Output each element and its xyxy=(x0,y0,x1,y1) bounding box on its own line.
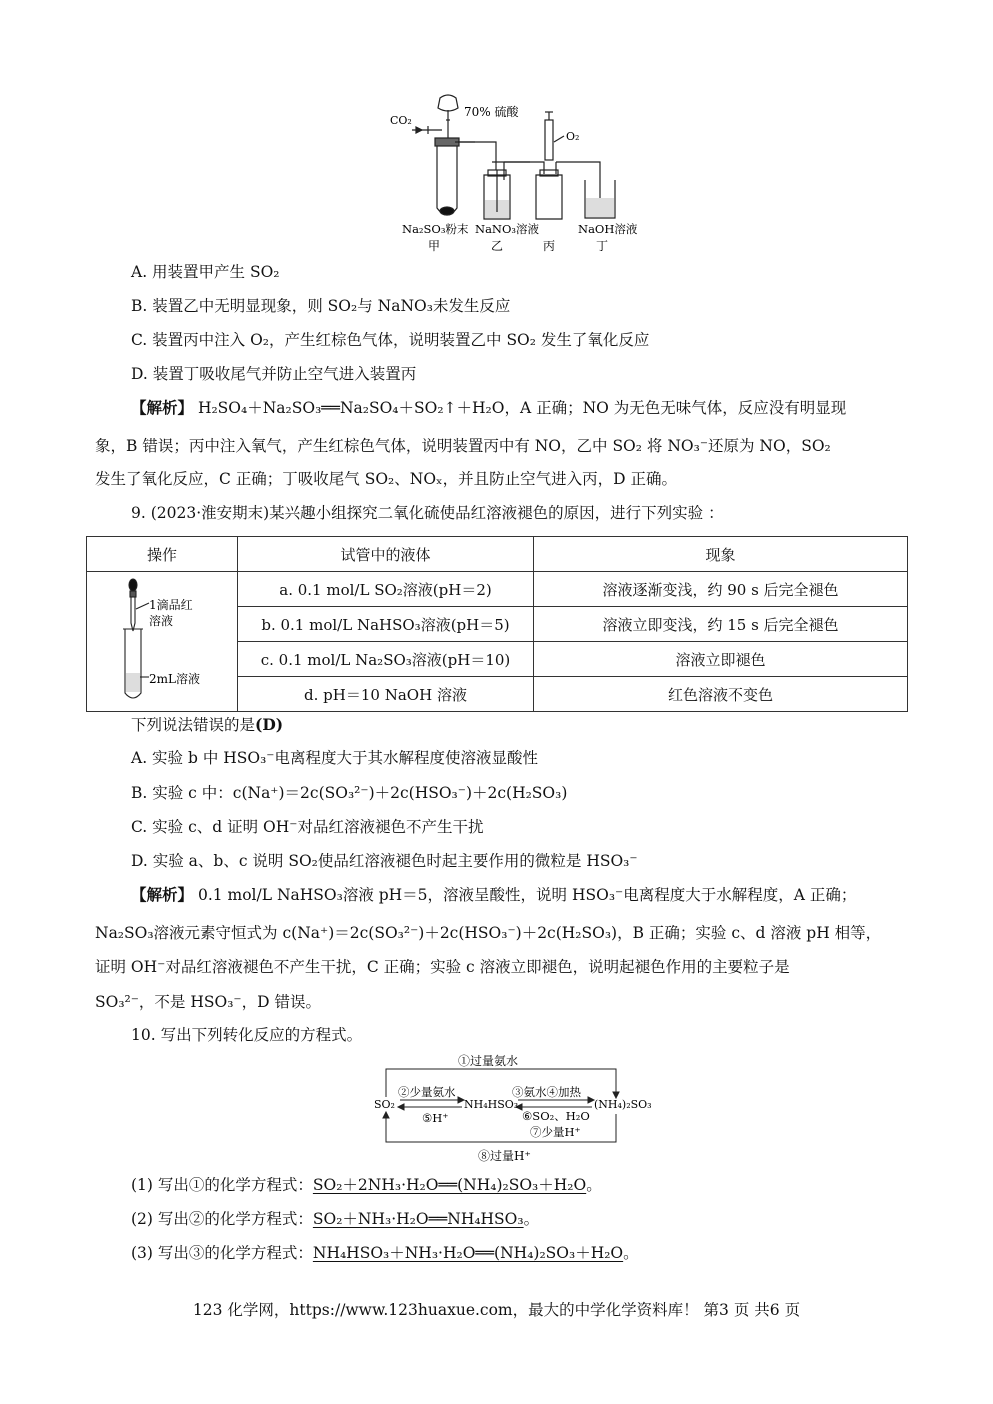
apparatus-figure xyxy=(380,90,650,255)
diagram-arrow-34: ③氨水④加热 xyxy=(512,1085,581,1099)
q10-stem: 10. 写出下列转化反应的方程式。 xyxy=(131,1026,363,1044)
q9-analysis-line-4: SO₃²⁻，不是 HSO₃⁻，D 错误。 xyxy=(95,993,321,1011)
q8-option-b: B. 装置乙中无明显现象，则 SO₂与 NaNO₃未发生反应 xyxy=(131,297,511,315)
q8-analysis-tag: 【解析】 xyxy=(131,398,194,417)
liquid-cell-d: d. pH＝10 NaOH 溶液 xyxy=(238,677,534,712)
q9-option-a: A. 实验 b 中 HSO₃⁻电离程度大于其水解程度使溶液显酸性 xyxy=(131,749,538,767)
q9-option-d: D. 实验 a、b、c 说明 SO₂使品红溶液褪色时起主要作用的微粒是 HSO₃⁻ xyxy=(131,852,638,870)
op-label-2ml: 2mL溶液 xyxy=(149,671,200,686)
col-header-phenomenon: 现象 xyxy=(534,537,908,572)
liquid-cell-c: c. 0.1 mol/L Na₂SO₃溶液(pH＝10) xyxy=(238,642,534,677)
col-header-operation: 操作 xyxy=(87,537,238,572)
q9-answer: (D) xyxy=(255,715,284,734)
q9-analysis-tag: 【解析】 xyxy=(131,885,194,904)
col-header-liquid: 试管中的液体 xyxy=(238,537,534,572)
diagram-nh42so3: (NH₄)₂SO₃ xyxy=(594,1098,652,1111)
diagram-nh4hso3: NH₄HSO₃ xyxy=(464,1098,519,1111)
op-label-solution: 溶液 xyxy=(149,613,174,628)
result-cell-d: 红色溶液不变色 xyxy=(534,677,908,712)
operation-cell xyxy=(87,572,238,712)
diagram-bottom-label: ⑧过量H⁺ xyxy=(478,1149,531,1163)
page-footer: 123 化学网，https://www.123huaxue.com，最大的中学化学资料库！ 第3 页 共6 页 xyxy=(192,1301,801,1319)
q9-analysis-text-1: 0.1 mol/L NaHSO₃溶液 pH＝5，溶液呈酸性，说明 HSO₃⁻电离程度大于水解程度，A 正确； xyxy=(197,886,857,904)
q8-option-c: C. 装置丙中注入 O₂，产生红棕色气体，说明装置乙中 SO₂ 发生了氧化反应 xyxy=(131,331,650,349)
diagram-arrow-2: ②少量氨水 xyxy=(398,1085,456,1099)
q10-item-2-equation: SO₂＋NH₃·H₂O══NH₄HSO₃ xyxy=(312,1210,524,1228)
q9-analysis-line-1 xyxy=(131,885,856,905)
label-nano3: NaNO₃溶液 xyxy=(475,222,540,236)
q10-item-3-prefix: (3) 写出③的化学方程式： xyxy=(131,1244,313,1262)
q8-option-a: A. 用装置甲产生 SO₂ xyxy=(131,263,280,281)
diagram-so2: SO₂ xyxy=(374,1098,395,1111)
q9-option-c: C. 实验 c、d 证明 OH⁻对品红溶液褪色不产生干扰 xyxy=(131,818,484,836)
label-na2so3: Na₂SO₃粉末 xyxy=(402,222,469,236)
conversion-diagram xyxy=(370,1052,660,1167)
acid-label: 70% 硫酸 xyxy=(464,105,519,119)
name-bing: 丙 xyxy=(543,239,556,253)
table-row xyxy=(87,572,908,607)
diagram-arrow-5: ⑤H⁺ xyxy=(422,1111,449,1125)
q10-item-3-equation: NH₄HSO₃＋NH₃·H₂O══(NH₄)₂SO₃＋H₂O xyxy=(312,1244,624,1262)
q8-analysis-line-3: 发生了氧化反应，C 正确；丁吸收尾气 SO₂、NOₓ，并且防止空气进入丙，D 正确。 xyxy=(95,470,677,488)
q10-item-3-end: 。 xyxy=(623,1244,639,1262)
result-cell-a: 溶液逐渐变浅，约 90 s 后完全褪色 xyxy=(534,572,908,607)
result-cell-c: 溶液立即褪色 xyxy=(534,642,908,677)
q9-question-text: 下列说法错误的是 xyxy=(131,716,256,734)
diagram-arrow-7: ⑦少量H⁺ xyxy=(530,1125,581,1139)
experiment-table xyxy=(86,536,908,712)
name-jia: 甲 xyxy=(428,239,441,253)
liquid-cell-b: b. 0.1 mol/L NaHSO₃溶液(pH＝5) xyxy=(238,607,534,642)
table-header-row xyxy=(87,537,908,572)
result-cell-b: 溶液立即变浅，约 15 s 后完全褪色 xyxy=(534,607,908,642)
o2-label: O₂ xyxy=(566,130,580,143)
q10-item-3 xyxy=(131,1243,639,1263)
diagram-top-label: ①过量氨水 xyxy=(458,1054,519,1068)
name-ding: 丁 xyxy=(596,239,609,253)
q9-question xyxy=(131,715,283,735)
q10-item-2 xyxy=(131,1209,539,1229)
name-yi: 乙 xyxy=(491,239,504,253)
q10-item-1-end: 。 xyxy=(586,1176,602,1194)
label-naoh: NaOH溶液 xyxy=(578,222,638,236)
q9-analysis-line-2: Na₂SO₃溶液元素守恒式为 c(Na⁺)＝2c(SO₃²⁻)＋2c(HSO₃⁻)＋2c(H₂SO₃)，B 正确；实验 c、d 溶液 pH 相等， xyxy=(95,924,882,942)
q8-option-d: D. 装置丁吸收尾气并防止空气进入装置丙 xyxy=(131,365,417,383)
q9-option-b: B. 实验 c 中：c(Na⁺)＝2c(SO₃²⁻)＋2c(HSO₃⁻)＋2c(H₂SO₃) xyxy=(131,784,568,802)
q10-item-1-equation: SO₂＋2NH₃·H₂O══(NH₄)₂SO₃＋H₂O xyxy=(312,1176,587,1194)
q10-item-1-prefix: (1) 写出①的化学方程式： xyxy=(131,1176,313,1194)
q8-analysis-text-1: H₂SO₄＋Na₂SO₃══Na₂SO₄＋SO₂↑＋H₂O，A 正确；NO 为无色无味气体，反应没有明显现 xyxy=(197,399,847,417)
q10-item-1 xyxy=(131,1175,602,1195)
q8-analysis-line-1 xyxy=(131,398,846,418)
q9-analysis-line-3: 证明 OH⁻对品红溶液褪色不产生干扰，C 正确；实验 c 溶液立即褪色，说明起褪色作用的主要粒子是 xyxy=(95,958,790,976)
dropper-test-tube-figure xyxy=(87,573,237,711)
liquid-cell-a: a. 0.1 mol/L SO₂溶液(pH＝2) xyxy=(238,572,534,607)
co2-label: CO₂ xyxy=(390,114,412,127)
q10-item-2-prefix: (2) 写出②的化学方程式： xyxy=(131,1210,313,1228)
q10-item-2-end: 。 xyxy=(523,1210,540,1228)
diagram-arrow-6: ⑥SO₂、H₂O xyxy=(522,1109,590,1123)
q9-stem: 9. (2023·淮安期末)某兴趣小组探究二氧化硫使品红溶液褪色的原因，进行下列实验 ： xyxy=(131,504,724,522)
op-label-drop: 1滴品红 xyxy=(149,597,193,612)
q8-analysis-line-2: 象，B 错误；丙中注入氧气，产生红棕色气体，说明装置丙中有 NO，乙中 SO₂ 将 NO₃⁻还原为 NO，SO₂ xyxy=(95,437,831,455)
